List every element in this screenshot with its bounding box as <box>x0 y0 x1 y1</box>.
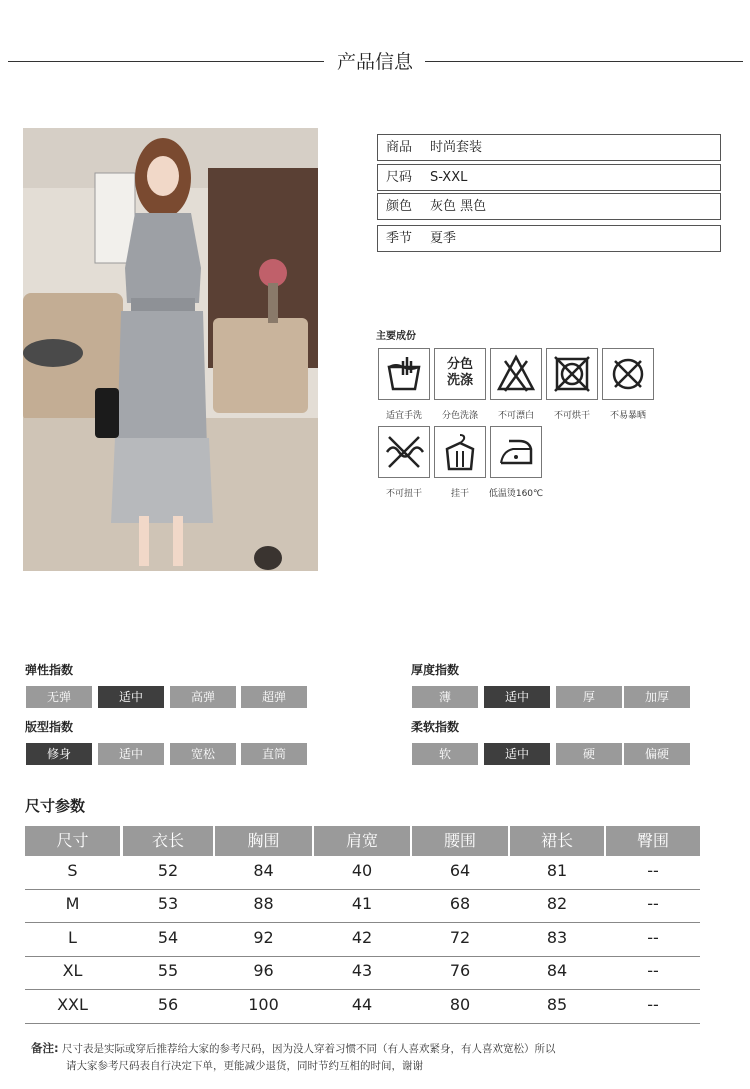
softness-option: 软 <box>412 743 478 765</box>
product-photo <box>23 128 318 571</box>
size-cell: 85 <box>546 995 568 1014</box>
size-cell: -- <box>647 861 659 880</box>
size-cell: 84 <box>546 961 568 980</box>
info-value: 时尚套装 <box>430 140 483 155</box>
size-cell: 56 <box>157 995 179 1014</box>
softness-option: 偏硬 <box>624 743 690 765</box>
size-cell: M <box>65 894 80 913</box>
elasticity-option: 高弹 <box>170 686 236 708</box>
size-cell: 72 <box>449 928 471 947</box>
thickness-option: 厚 <box>556 686 622 708</box>
size-table-title: 尺寸参数 <box>25 797 86 815</box>
size-cell: 92 <box>253 928 274 947</box>
care-label: 适宜手洗 <box>385 411 422 421</box>
size-cell: 44 <box>351 995 373 1014</box>
thickness-option: 薄 <box>412 686 478 708</box>
page-title: 产品信息 <box>336 51 413 73</box>
softness-title: 柔软指数 <box>411 720 460 734</box>
size-cell: XXL <box>57 995 88 1014</box>
size-row-divider <box>25 989 700 990</box>
size-cell: 82 <box>546 894 568 913</box>
size-row-divider <box>25 1023 700 1024</box>
size-header-cell: 尺寸 <box>25 826 120 856</box>
fit-option: 宽松 <box>170 743 236 765</box>
care-label: 分色洗涤 <box>441 411 478 421</box>
info-key: 尺码 <box>386 170 413 185</box>
care-label: 不可扭干 <box>385 489 422 499</box>
softness-option: 硬 <box>556 743 622 765</box>
size-cell: 53 <box>157 894 179 913</box>
size-header-cell: 腰围 <box>412 826 508 856</box>
note-line-1: 尺寸表是实际或穿后推荐给大家的参考尺码，因为没人穿着习惯不同（有人喜欢紧身，有人喜欢宽松）所以 <box>61 1043 556 1055</box>
size-cell: 54 <box>157 928 179 947</box>
info-key: 颜色 <box>386 199 413 214</box>
elasticity-option: 超弹 <box>241 686 307 708</box>
size-row-divider <box>25 889 700 890</box>
fit-option: 适中 <box>98 743 164 765</box>
thickness-option: 加厚 <box>624 686 690 708</box>
size-cell: 96 <box>253 961 274 980</box>
size-cell: -- <box>647 995 659 1014</box>
size-header-cell: 胸围 <box>215 826 312 856</box>
no-sun-dry-icon <box>602 348 654 400</box>
info-key: 商品 <box>386 140 413 155</box>
hand-wash-icon <box>378 348 430 400</box>
size-row-divider <box>25 922 700 923</box>
care-label: 不易暴晒 <box>609 411 646 421</box>
size-cell: 64 <box>449 861 471 880</box>
size-cell: 100 <box>248 995 279 1014</box>
no-tumble-dry-icon <box>546 348 598 400</box>
size-cell: 76 <box>449 961 471 980</box>
care-label: 挂干 <box>450 489 469 499</box>
info-value: 灰色 黑色 <box>430 199 487 214</box>
size-cell: 84 <box>253 861 274 880</box>
no-bleach-icon <box>490 348 542 400</box>
fit-option: 直筒 <box>241 743 307 765</box>
low-iron-icon <box>490 426 542 478</box>
size-header-cell: 衣长 <box>123 826 213 856</box>
info-row-color <box>377 193 721 220</box>
size-cell: 42 <box>351 928 373 947</box>
separate-wash-icon: 分色 洗涤 <box>434 348 486 400</box>
info-value: 夏季 <box>430 231 457 246</box>
size-cell: 41 <box>351 894 373 913</box>
thickness-option-selected: 适中 <box>484 686 550 708</box>
size-note <box>31 1040 731 1075</box>
fit-title: 版型指数 <box>25 720 74 734</box>
info-value: S-XXL <box>430 170 468 185</box>
care-section-title: 主要成份 <box>376 331 416 342</box>
care-label: 低温烫160℃ <box>488 489 544 499</box>
size-cell: -- <box>647 928 659 947</box>
size-cell: -- <box>647 894 659 913</box>
info-key: 季节 <box>386 231 413 246</box>
size-cell: 52 <box>157 861 179 880</box>
elasticity-option-selected: 适中 <box>98 686 164 708</box>
size-cell: 81 <box>546 861 568 880</box>
size-cell: 88 <box>253 894 274 913</box>
size-cell: 43 <box>351 961 373 980</box>
size-cell: L <box>68 928 77 947</box>
size-cell: 80 <box>449 995 471 1014</box>
hang-dry-icon <box>434 426 486 478</box>
size-cell: S <box>67 861 78 880</box>
care-label: 不可烘干 <box>553 411 590 421</box>
note-label: 备注: <box>31 1041 59 1055</box>
info-row-season <box>377 225 721 252</box>
size-cell: XL <box>62 961 83 980</box>
note-line-2: 请大家参考尺码表自行决定下单，更能减少退货，同时节约互相的时间，谢谢 <box>66 1060 423 1072</box>
elasticity-option: 无弹 <box>26 686 92 708</box>
size-cell: 40 <box>351 861 373 880</box>
size-row-divider <box>25 956 700 957</box>
elasticity-title: 弹性指数 <box>25 663 74 677</box>
info-row-size <box>377 164 721 191</box>
thickness-title: 厚度指数 <box>411 663 460 677</box>
size-cell: 83 <box>546 928 568 947</box>
size-header-cell: 肩宽 <box>314 826 410 856</box>
softness-option-selected: 适中 <box>484 743 550 765</box>
info-row-product <box>377 134 721 161</box>
no-wring-icon <box>378 426 430 478</box>
fit-option-selected: 修身 <box>26 743 92 765</box>
size-cell: 55 <box>157 961 179 980</box>
size-header-cell: 裙长 <box>510 826 604 856</box>
size-cell: 68 <box>449 894 471 913</box>
size-header-cell: 臀围 <box>606 826 700 856</box>
title-rule-right <box>425 61 743 62</box>
care-label: 不可漂白 <box>497 411 534 421</box>
size-cell: -- <box>647 961 659 980</box>
